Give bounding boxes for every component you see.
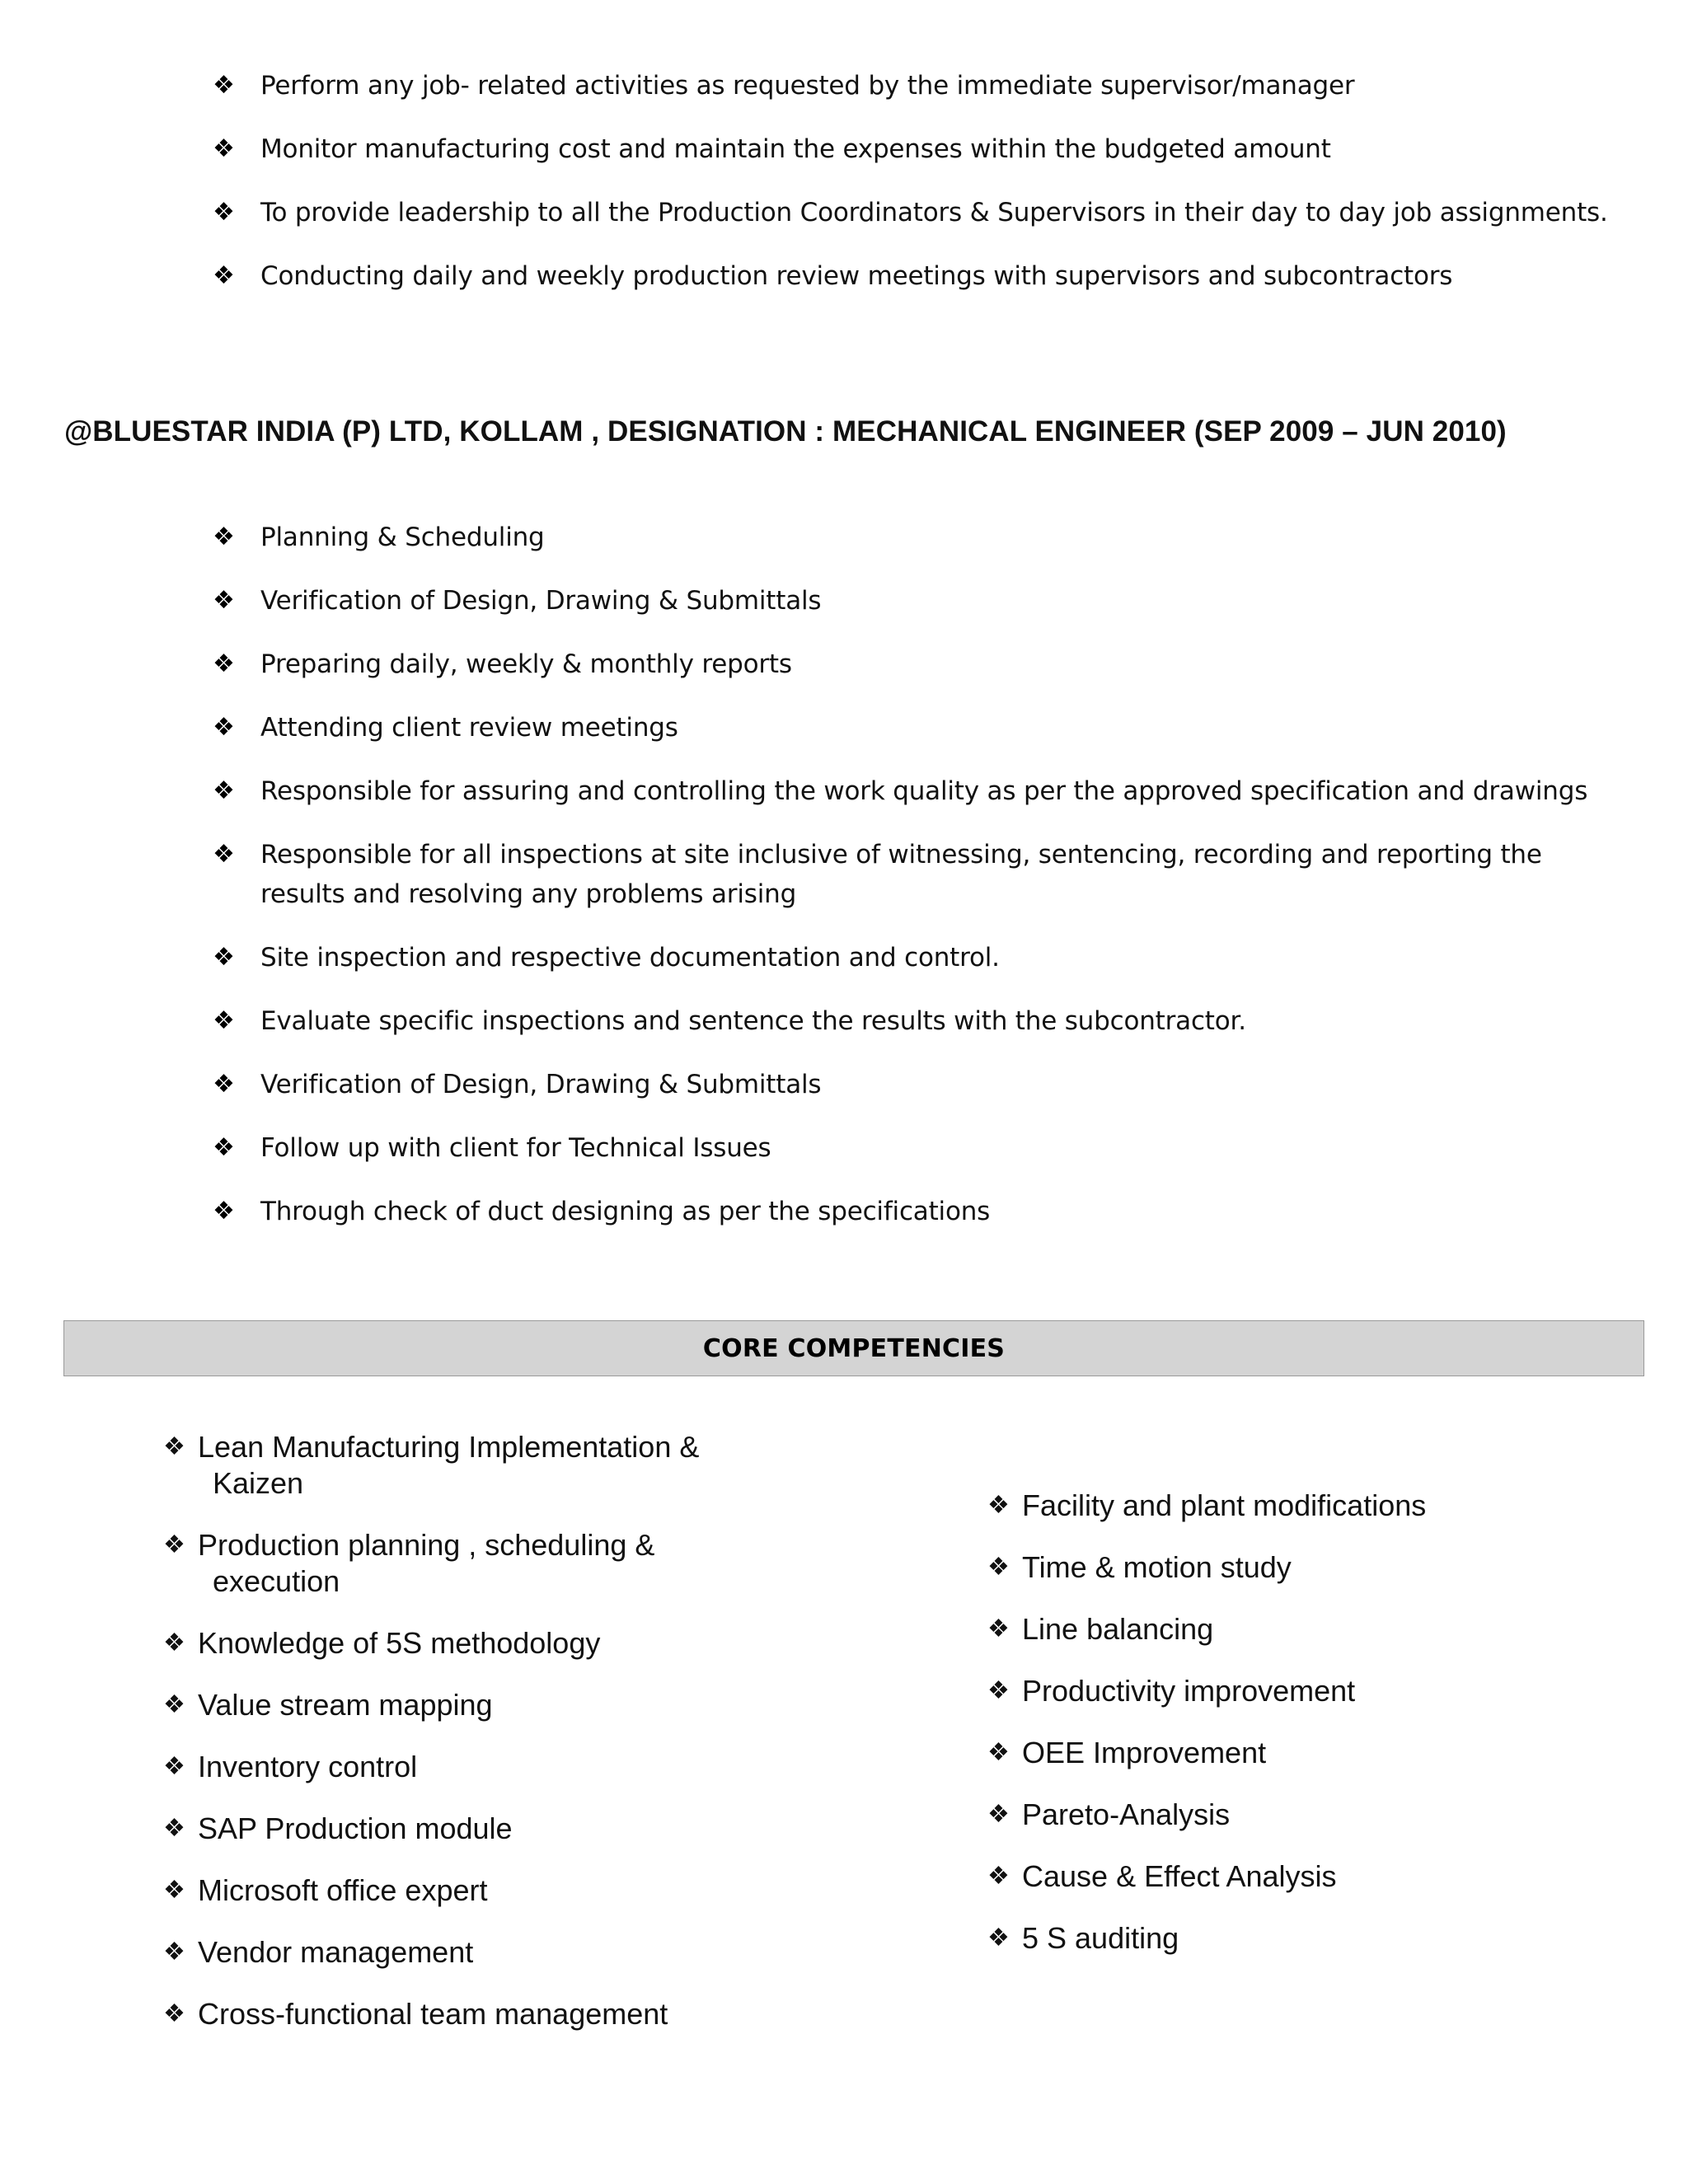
diamond-bullet-icon: ❖ (213, 1133, 235, 1162)
competency-item: ❖ Time & motion study (987, 1550, 1292, 1584)
diamond-bullet-icon: ❖ (163, 1753, 185, 1780)
diamond-bullet-icon: ❖ (987, 1924, 1010, 1952)
diamond-bullet-icon: ❖ (987, 1615, 1010, 1643)
diamond-bullet-icon: ❖ (163, 1691, 185, 1718)
diamond-bullet-icon: ❖ (987, 1863, 1010, 1890)
list-item: ❖ Responsible for assuring and controlling the work quality as per the approved specification and drawings (213, 771, 1614, 811)
competency-item: ❖ Production planning , scheduling & execution (163, 1528, 655, 1598)
competency-item: ❖ Value stream mapping (163, 1688, 493, 1722)
list-item: ❖ Planning & Scheduling (213, 518, 1614, 557)
list-item: ❖ To provide leadership to all the Production Coordinators & Supervisors in their day to day job assignments. (213, 193, 1614, 232)
competency-item: ❖ Productivity improvement (987, 1674, 1356, 1708)
diamond-bullet-icon: ❖ (213, 943, 235, 972)
diamond-bullet-icon: ❖ (213, 840, 235, 869)
diamond-bullet-icon: ❖ (213, 71, 235, 100)
diamond-bullet-icon: ❖ (213, 1197, 235, 1226)
list-item: ❖ Monitor manufacturing cost and maintain the expenses within the budgeted amount (213, 129, 1614, 169)
competency-item: ❖ Inventory control (163, 1750, 418, 1783)
diamond-bullet-icon: ❖ (213, 1006, 235, 1035)
diamond-bullet-icon: ❖ (213, 1070, 235, 1099)
responsibilities-list-previous-job (213, 66, 1614, 320)
competency-item: ❖ OEE Improvement (987, 1736, 1267, 1769)
list-item: ❖ Follow up with client for Technical Issues (213, 1128, 1614, 1168)
diamond-bullet-icon: ❖ (213, 649, 235, 678)
diamond-bullet-icon: ❖ (987, 1554, 1010, 1581)
diamond-bullet-icon: ❖ (163, 2000, 185, 2027)
list-item: ❖ Conducting daily and weekly production review meetings with supervisors and subcontractors (213, 256, 1614, 296)
competency-item: ❖ Cause & Effect Analysis (987, 1859, 1337, 1893)
competency-item: ❖ Pareto-Analysis (987, 1797, 1231, 1831)
competency-item: ❖ Cross-functional team management (163, 1997, 668, 2031)
diamond-bullet-icon: ❖ (987, 1801, 1010, 1828)
diamond-bullet-icon: ❖ (213, 261, 235, 290)
list-item: ❖ Attending client review meetings (213, 708, 1614, 748)
section-title: CORE COMPETENCIES (702, 1333, 1006, 1363)
diamond-bullet-icon: ❖ (987, 1492, 1010, 1519)
job-heading-bluestar: @BLUESTAR INDIA (P) LTD, KOLLAM , DESIGNATION : MECHANICAL ENGINEER (SEP 2009 – JUN 2010) (64, 415, 1507, 448)
list-item: ❖ Preparing daily, weekly & monthly reports (213, 644, 1614, 684)
diamond-bullet-icon: ❖ (163, 1877, 185, 1904)
diamond-bullet-icon: ❖ (213, 776, 235, 805)
diamond-bullet-icon: ❖ (213, 586, 235, 615)
list-item: ❖ Responsible for all inspections at site inclusive of witnessing, sentencing, recording and reporting the results and resolving any problems arising (213, 835, 1614, 914)
responsibilities-list-bluestar (213, 518, 1614, 1255)
list-item: ❖ Verification of Design, Drawing & Submittals (213, 581, 1614, 621)
diamond-bullet-icon: ❖ (987, 1677, 1010, 1704)
competency-item: ❖ Knowledge of 5S methodology (163, 1626, 601, 1660)
diamond-bullet-icon: ❖ (163, 1629, 185, 1657)
competency-item: ❖ Lean Manufacturing Implementation & Kaizen (163, 1430, 700, 1500)
diamond-bullet-icon: ❖ (213, 198, 235, 227)
diamond-bullet-icon: ❖ (163, 1815, 185, 1842)
list-item: ❖ Site inspection and respective documentation and control. (213, 938, 1614, 977)
diamond-bullet-icon: ❖ (987, 1739, 1010, 1766)
competency-item: ❖ Microsoft office expert (163, 1873, 488, 1907)
list-item: ❖ Verification of Design, Drawing & Submittals (213, 1065, 1614, 1104)
diamond-bullet-icon: ❖ (163, 1531, 185, 1558)
competency-item: ❖ SAP Production module (163, 1811, 513, 1845)
competencies-list-right (987, 1488, 1614, 1982)
list-item: ❖ Evaluate specific inspections and sentence the results with the subcontractor. (213, 1001, 1614, 1041)
diamond-bullet-icon: ❖ (213, 713, 235, 742)
diamond-bullet-icon: ❖ (163, 1433, 185, 1460)
diamond-bullet-icon: ❖ (213, 134, 235, 163)
list-item: ❖ Perform any job- related activities as requested by the immediate supervisor/manager (213, 66, 1614, 105)
competency-item: ❖ Line balancing (987, 1612, 1214, 1646)
diamond-bullet-icon: ❖ (163, 1938, 185, 1966)
diamond-bullet-icon: ❖ (213, 523, 235, 551)
competency-item: ❖ 5 S auditing (987, 1921, 1179, 1955)
competencies-list-left (163, 1429, 757, 2058)
competency-item: ❖ Vendor management (163, 1935, 474, 1969)
section-header-core-competencies (63, 1320, 1644, 1376)
list-item: ❖ Through check of duct designing as per the specifications (213, 1192, 1614, 1231)
competency-item: ❖ Facility and plant modifications (987, 1488, 1427, 1522)
